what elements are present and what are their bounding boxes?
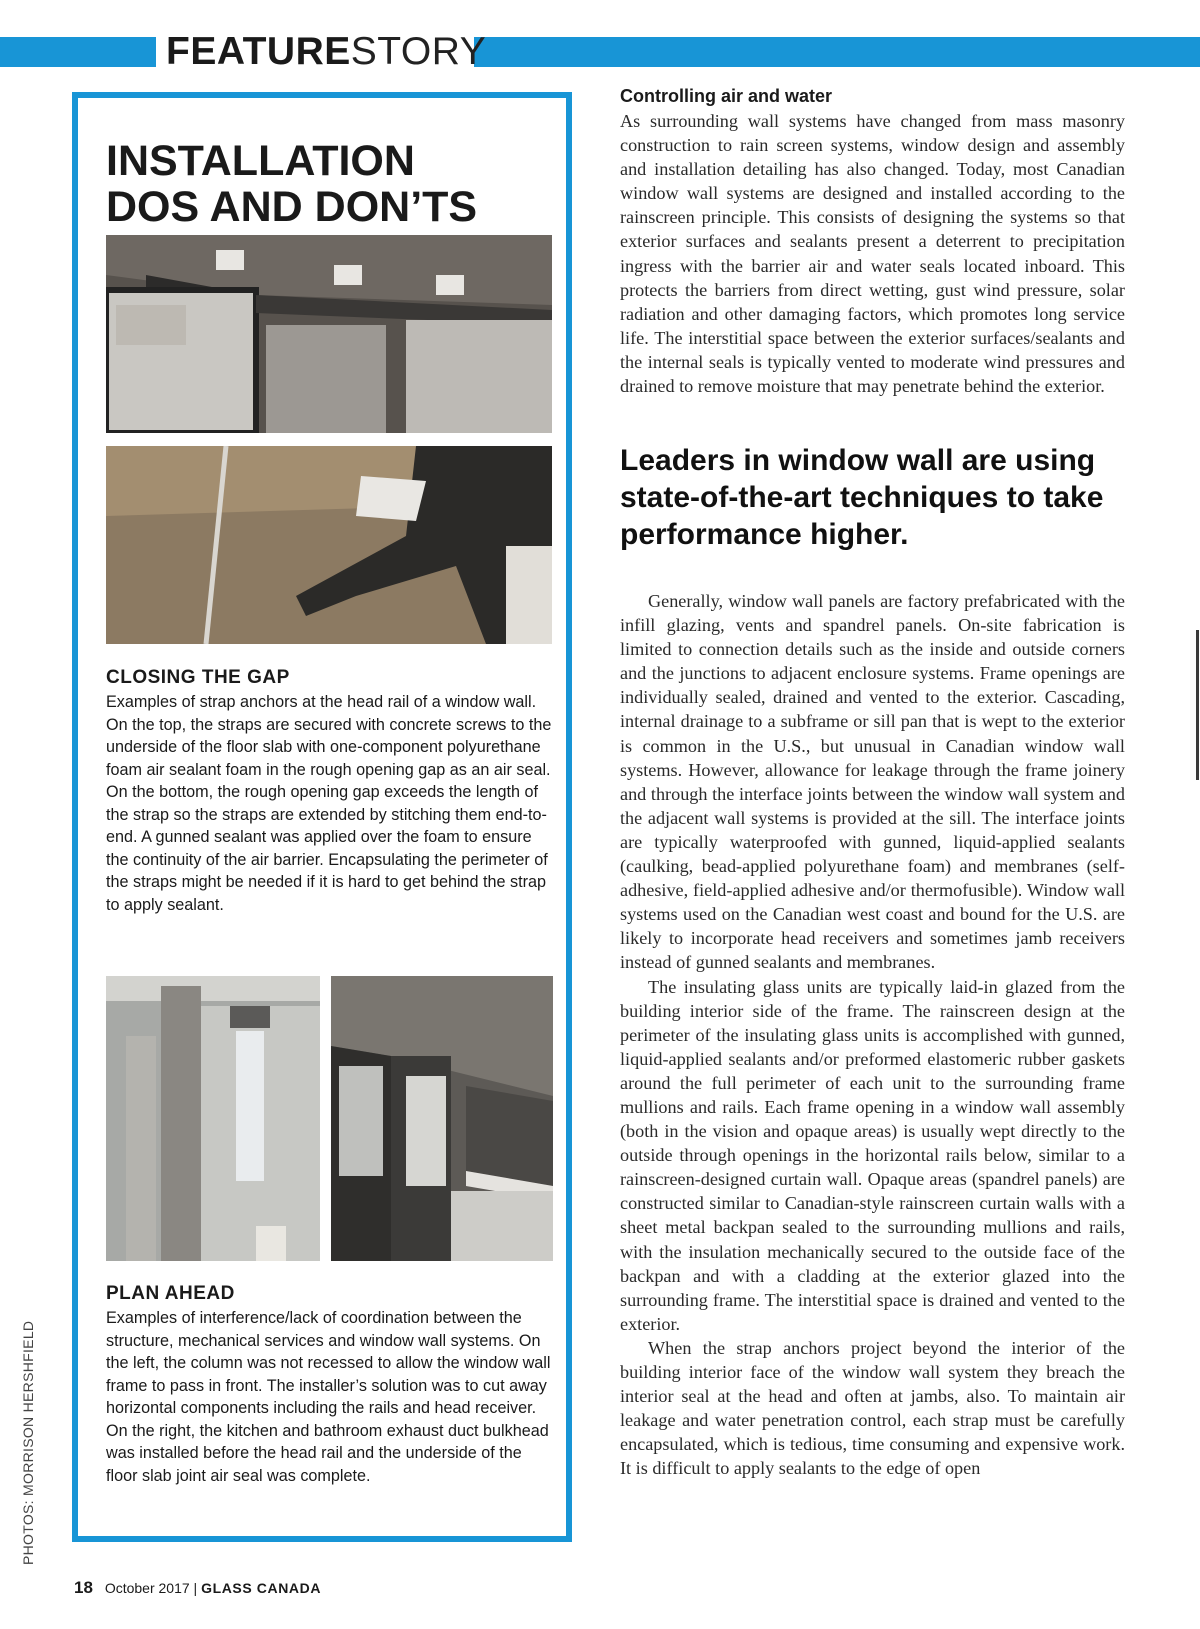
article-paragraph-2: Generally, window wall panels are factory prefabricated with the infill glazing, vents and spandrel panels. On-site fabrication is limited to connection details such as the inside and outside corners and the junctions to adjacent enclosure systems. Frame openings are individually sealed, drained and vented to the exterior. Cascading, internal drainage to a subframe or sill pan that is wept to the exterior is common in the U.S., but unusual in Canadian window wall systems. However, allowance for leakage through the frame joinery and through the interface joints between the window wall system and the adjacent wall systems is provided at the sill. The interface joints are typically waterproofed with gunned, liquid-applied sealants (caulking, bead-applied polyurethane foam) and membranes (self-adhesive, field-applied adhesive and/or thermofusible). Window wall systems used on the Canadian west coast and bound for the U.S. are likely to incorporate head receivers and sometimes jamb receivers instead of gunned sealants and membranes. [620, 591, 1125, 973]
article-paragraph-3: The insulating glass units are typically laid-in glazed from the building interior side of the frame. The rainscreen design at the perimeter of the insulating glass units is accomplished with gunned, liquid-applied sealants and/or preformed elastomeric rubber gaskets around the full perimeter of each unit to the surrounding frame mullions and rails. Each frame opening in a window wall assembly (both in the vision and opaque areas) is usually wept directly to the outside through openings in the horizontal rails below, similar to a rainscreen-designed curtain wall. Opaque areas (spandrel panels) are constructed similar to Canadian-style rainscreen curtain walls with a sheet metal backpan sealed to the surrounding mullions and rails, with the insulation mechanically secured to the outside face of the backpan and with a cladding at the exterior glazed into the surrounding frame. The interstitial space is drained and vented to the exterior. [620, 976, 1125, 1334]
sidebar-title-line2: DOS AND DON’TS [106, 183, 478, 231]
article-paragraph-4: When the strap anchors project beyond the interior of the building interior face of the window wall system they breach the interior seal at the head and often at jambs, also. To maintain air leakage and water penetration control, each strap must be carefully encapsulated, which is tedious, time consuming and expensive work. It is difficult to apply sealants to the edge of open [620, 1337, 1125, 1479]
article-paragraph-1: As surrounding wall systems have changed from mass masonry construction to rain screen systems, window design and assembly and installation detailing has also changed. Today, most Canadian window wall systems are designed and installed according to the rainscreen principle. This consists of designing the systems so that exterior surfaces and sealants present a deterrent to precipitation ingress with the barrier air and water seals located inboard. This protects the barriers from direct wetting, gust wind pressure, solar radiation and other damaging factors, which promotes long service life. The interstitial space between the exterior surfaces/sealants and the internal seals is typically vented to moderate wind pressures and drained to remove moisture that may penetrate behind the exterior. [620, 111, 1125, 397]
photo-duct-bulkhead [331, 976, 553, 1261]
caption-plan-ahead-head: PLAN AHEAD [106, 1283, 235, 1304]
photo-column-interference [106, 976, 320, 1261]
article-body [620, 589, 1125, 1480]
sidebar-title [106, 138, 556, 230]
caption-plan-ahead-text: Examples of interference/lack of coordination between the structure, mechanical services and window wall systems. On the left, the column was not recessed to allow the window wall frame to pass in front. The installer’s solution was to cut away horizontal components including the rails and head receiver. On the right, the kitchen and bathroom exhaust duct bulkhead was installed before the head rail and the underside of the floor slab joint air seal was complete. [106, 1309, 551, 1485]
magazine-name: GLASS CANADA [201, 1580, 322, 1596]
article-subhead: Controlling air and water [620, 86, 833, 106]
photo-credit: PHOTOS: MORRISON HERSHFIELD [20, 1320, 36, 1565]
photo-strap-anchors-top [106, 235, 552, 433]
issue-date: October 2017 [104, 1580, 190, 1596]
page-footer [74, 1578, 321, 1598]
section-label [166, 28, 486, 76]
header-band-right [474, 37, 1200, 67]
section-label-light: STORY [350, 30, 487, 73]
sidebar-title-line1: INSTALLATION [106, 137, 415, 185]
section-label-bold: FEATURE [166, 30, 351, 73]
caption-closing-the-gap-text: Examples of strap anchors at the head rail of a window wall. On the top, the straps are secured with concrete screws to the underside of the floor slab with one-component polyurethane foam air sealant foam in the rough opening gap as an air seal. On the bottom, the rough opening gap exceeds the length of the strap so the straps are extended by stitching them end-to-end. A gunned sealant was applied over the foam to ensure the continuity of the air barrier. Encapsulating the perimeter of the straps might be needed if it is hard to get behind the strap to apply sealant. [106, 693, 552, 914]
page-number: 18 [74, 1578, 93, 1597]
caption-closing-the-gap-head: CLOSING THE GAP [106, 667, 290, 688]
footer-separator: | [193, 1580, 198, 1596]
header-band-left [0, 37, 156, 67]
page-edge-rule [1196, 630, 1199, 780]
photo-strap-anchors-bottom [106, 446, 552, 644]
pull-quote: Leaders in window wall are using state-of-the-art techniques to take performance higher. [620, 444, 1104, 551]
